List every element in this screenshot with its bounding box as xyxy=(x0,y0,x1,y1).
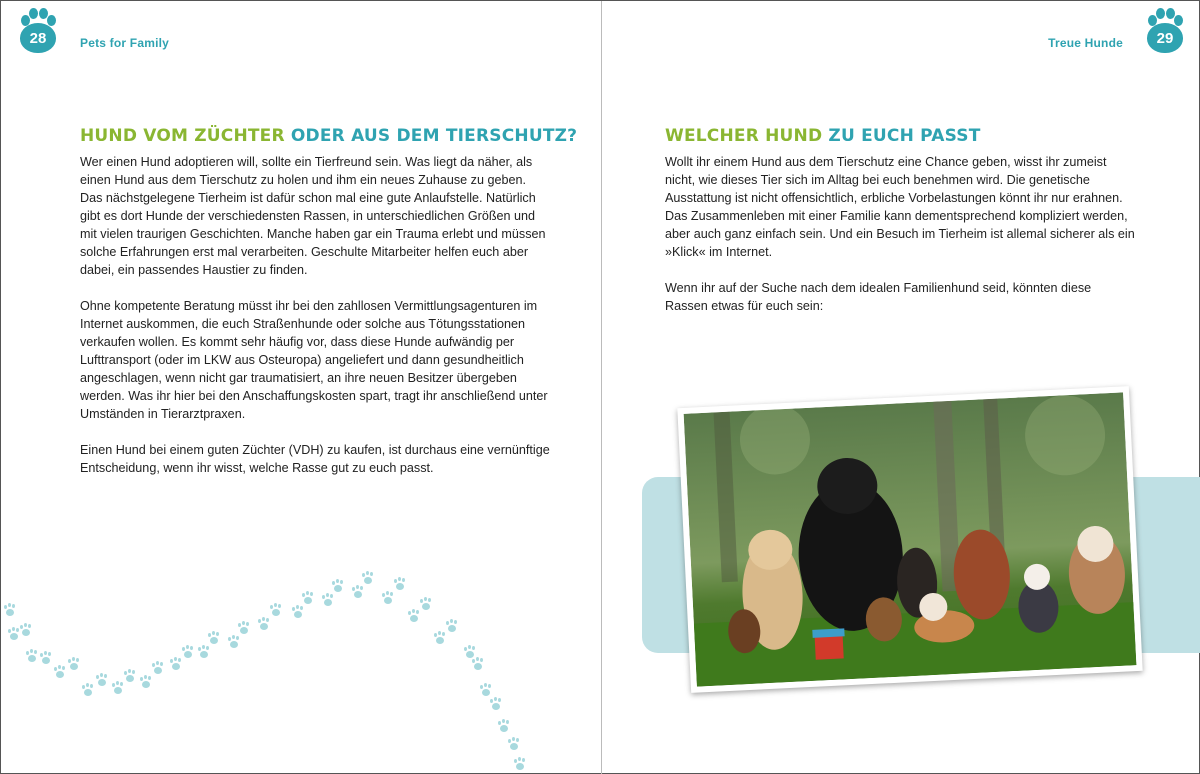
paw-print-icon xyxy=(269,603,283,617)
paw-print-icon xyxy=(489,697,503,711)
paw-print-icon xyxy=(123,669,137,683)
body-text xyxy=(665,153,1135,333)
paragraph: Ohne kompetente Beratung müsst ihr bei den zahllosen Vermittlungsagenturen im Internet auskommen, die euch Straßenhunde oder solche aus Tötungsstationen verkaufen wollen. Es kommt sehr häufig vor, dass diese Hunde aufwändig per Lufttransport (oder im LKW aus Osteuropa) angeliefert und dann gesundheitlich angeschlagen, wenn nicht gar traumatisiert, an ihre neuen Besitzer übergeben werden. Was ihr hier bei den Anschaffungskosten spart, tragt ihr anschließend unter Umständen in Tierarztpraxen. xyxy=(80,299,548,421)
paw-print-icon xyxy=(291,605,305,619)
paw-print-icon xyxy=(207,631,221,645)
paw-print-icon xyxy=(53,665,67,679)
paw-print-icon xyxy=(139,675,153,689)
paw-print-icon xyxy=(513,757,527,771)
paw-print-icon xyxy=(381,591,395,605)
paw-print-icon xyxy=(81,683,95,697)
paw-print-icon xyxy=(197,645,211,659)
page-number: 29 xyxy=(1147,23,1183,53)
paw-print-trail xyxy=(1,561,601,774)
paw-print-icon xyxy=(169,657,183,671)
paw-page-number-badge xyxy=(1145,7,1185,53)
heading-part-2: ODER AUS DEM TIERSCHUTZ? xyxy=(290,126,578,146)
paw-print-icon xyxy=(111,681,125,695)
paw-print-icon xyxy=(39,651,53,665)
running-head: Treue Hunde xyxy=(1048,36,1123,50)
paw-print-icon xyxy=(361,571,375,585)
paw-print-icon xyxy=(151,661,165,675)
paw-print-icon xyxy=(419,597,433,611)
paw-print-icon xyxy=(7,627,21,641)
paw-print-icon xyxy=(181,645,195,659)
section-heading xyxy=(665,126,981,146)
paw-print-icon xyxy=(471,657,485,671)
paw-print-icon xyxy=(237,621,251,635)
paw-print-icon xyxy=(433,631,447,645)
heading-part-1: HUND VOM ZÜCHTER xyxy=(80,126,285,146)
paw-toe xyxy=(29,8,38,19)
section-heading xyxy=(80,126,577,146)
body-text xyxy=(80,153,550,495)
paw-print-icon xyxy=(497,719,511,733)
paw-print-icon xyxy=(321,593,335,607)
heading-part-1: WELCHER HUND xyxy=(665,126,823,146)
paragraph: Wollt ihr einem Hund aus dem Tierschutz eine Chance geben, wisst ihr zumeist nicht, wie dieses Tier sich im Alltag bei euch benehmen wird. Die genetische Ausstattung ist nicht offensichtlich, erbliche Vorbelastungen könnt ihr nur erahnen. Das Zusammenleben mit einer Familie kann dementsprechend kompliziert werden, aber auch ganz einfach sein. Und ein Besuch im Tierheim ist allemal sicherer als ein »Klick« im Internet. xyxy=(665,155,1135,259)
paw-print-icon xyxy=(445,619,459,633)
paw-print-icon xyxy=(227,635,241,649)
heading-part-2: ZU EUCH PASST xyxy=(828,126,981,146)
paw-print-icon xyxy=(25,649,39,663)
paw-print-icon xyxy=(407,609,421,623)
paw-toe xyxy=(1156,8,1165,19)
paw-print-icon xyxy=(67,657,81,671)
dogs-photo-illustration xyxy=(684,392,1137,686)
running-head: Pets for Family xyxy=(80,36,170,50)
paragraph: Wer einen Hund adoptieren will, sollte ein Tierfreund sein. Was liegt da näher, als einen Hund aus dem Tierschutz zu holen und ihm ein neues Zuhause zu geben. Das nächstgelegene Tierheim ist dafür schon mal eine gute Anlaufstelle. Natürlich gibt es dort Hunde der verschiedensten Rassen, in unterschiedlichen Größen und mit vielen traurigen Geschichten. Manche haben gar ein Trauma erlebt und müssen solche Erfahrungen erst mal verarbeiten. Geschulte Mitarbeiter helfen euch aber dabei, ein passendes Haustier zu finden. xyxy=(80,155,546,277)
paw-print-icon xyxy=(331,579,345,593)
paw-print-icon xyxy=(257,617,271,631)
paw-toe xyxy=(47,15,56,26)
paw-toe xyxy=(1174,15,1183,26)
paw-print-icon xyxy=(3,603,17,617)
paw-print-icon xyxy=(95,673,109,687)
paw-page-number-badge xyxy=(18,7,58,53)
left-page xyxy=(1,1,601,774)
paw-print-icon xyxy=(479,683,493,697)
dogs-photo xyxy=(677,386,1142,693)
page-number: 28 xyxy=(20,23,56,53)
right-page xyxy=(601,1,1200,774)
paw-print-icon xyxy=(351,585,365,599)
paw-print-icon xyxy=(19,623,33,637)
paw-print-icon xyxy=(507,737,521,751)
paragraph: Wenn ihr auf der Suche nach dem idealen Familienhund seid, könnten diese Rassen etwas für euch sein: xyxy=(665,281,1092,313)
paw-print-icon xyxy=(301,591,315,605)
paw-print-icon xyxy=(393,577,407,591)
paragraph: Einen Hund bei einem guten Züchter (VDH) zu kaufen, ist durchaus eine vernünftige Entscheidung, wenn ihr wisst, welche Rasse gut zu euch passt. xyxy=(80,443,550,475)
